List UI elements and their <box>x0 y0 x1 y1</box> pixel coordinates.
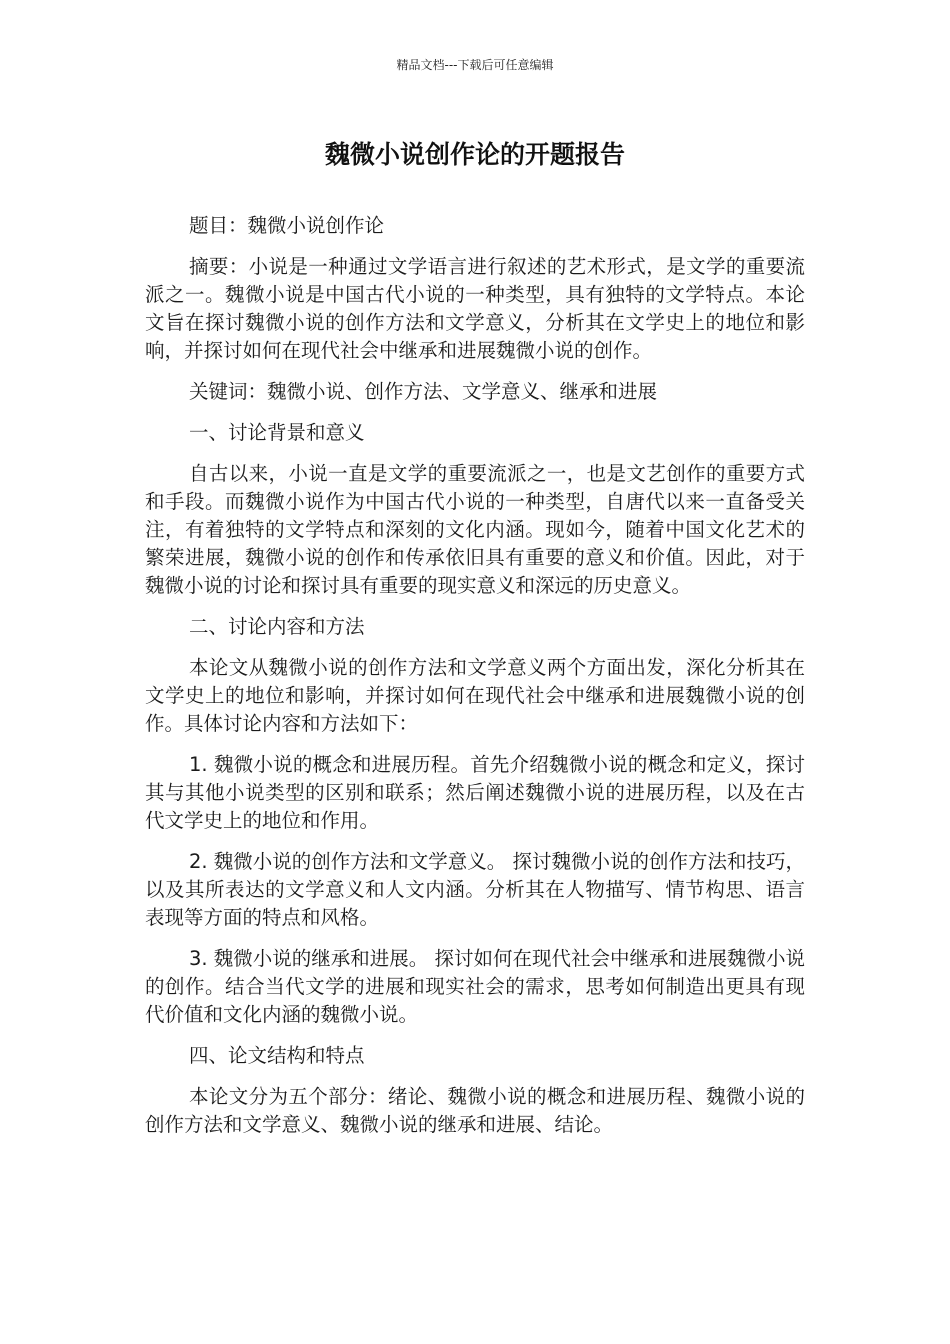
topic-line: 题目：魏微小说创作论 <box>189 214 385 237</box>
keywords-line: 关键词：魏微小说、创作方法、文学意义、继承和进展 <box>189 380 658 403</box>
section-heading-structure: 四、论文结构和特点 <box>189 1044 365 1067</box>
structure-paragraph: 本论文分为五个部分：绪论、魏微小说的概念和进展历程、魏微小说的创作方法和文学意义、魏微小说的继承和进展、结论。 <box>145 1085 805 1136</box>
content-item-1: 1. 魏微小说的概念和进展历程。首先介绍魏微小说的概念和定义，探讨其与其他小说类型的区别和联系；然后阐述魏微小说的进展历程，以及在古代文学史上的地位和作用。 <box>145 753 805 832</box>
content-item-2: 2. 魏微小说的创作方法和文学意义。 探讨魏微小说的创作方法和技巧，以及其所表达的文学意义和人文内涵。分析其在人物描写、情节构思、语言表现等方面的特点和风格。 <box>145 850 806 929</box>
document-body <box>145 212 805 1152</box>
content-item-3: 3. 魏微小说的继承和进展。 探讨如何在现代社会中继承和进展魏微小说的创作。结合当代文学的进展和现实社会的需求，思考如何制造出更具有现代价值和文化内涵的魏微小说。 <box>145 947 806 1026</box>
section-heading-background: 一、讨论背景和意义 <box>189 421 365 444</box>
content-intro-paragraph: 本论文从魏微小说的创作方法和文学意义两个方面出发，深化分析其在文学史上的地位和影响，并探讨如何在现代社会中继承和进展魏微小说的创作。具体讨论内容和方法如下： <box>145 656 805 735</box>
document-title: 魏微小说创作论的开题报告 <box>324 140 625 169</box>
section-heading-content: 二、讨论内容和方法 <box>189 615 365 638</box>
header-note: 精品文档---下载后可任意编辑 <box>396 58 554 72</box>
background-paragraph: 自古以来，小说一直是文学的重要流派之一，也是文艺创作的重要方式和手段。而魏微小说作为中国古代小说的一种类型，自唐代以来一直备受关注，有着独特的文学特点和深刻的文化内涵。现如今，随着中国文化艺术的繁荣进展，魏微小说的创作和传承依旧具有重要的意义和价值。因此，对于魏微小说的讨论和探讨具有重要的现实意义和深远的历史意义。 <box>145 462 805 597</box>
abstract-paragraph: 摘要：小说是一种通过文学语言进行叙述的艺术形式，是文学的重要流派之一。魏微小说是中国古代小说的一种类型，具有独特的文学特点。本论文旨在探讨魏微小说的创作方法和文学意义，分析其在文学史上的地位和影响，并探讨如何在现代社会中继承和进展魏微小说的创作。 <box>145 255 805 362</box>
